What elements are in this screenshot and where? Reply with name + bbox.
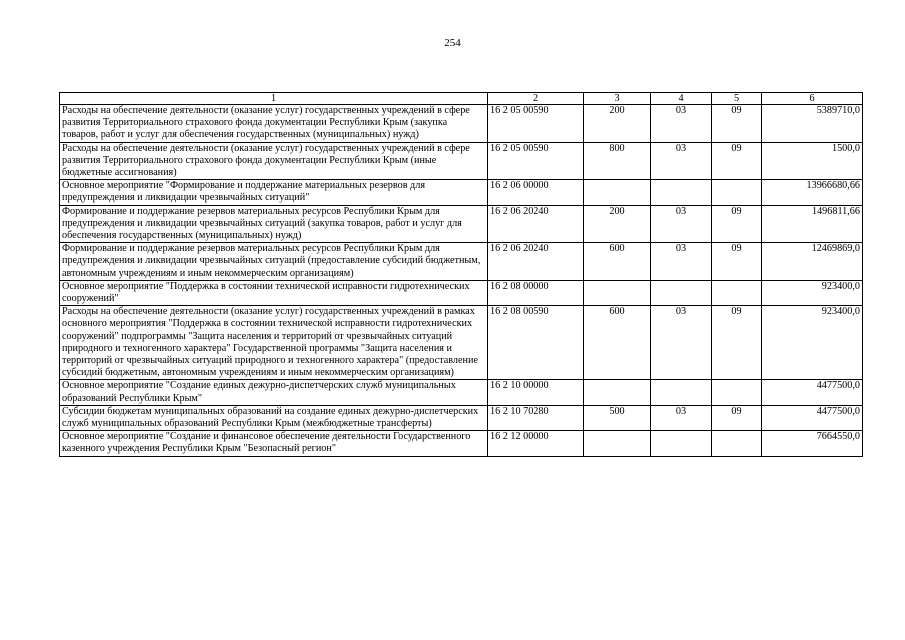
column-header: 5 xyxy=(712,93,762,105)
amount-cell: 1496811,66 xyxy=(762,205,863,243)
amount-cell: 4477500,0 xyxy=(762,380,863,405)
expense-type-cell: 600 xyxy=(584,306,651,380)
table-row xyxy=(60,142,863,180)
section-cell xyxy=(651,380,712,405)
section-cell: 03 xyxy=(651,142,712,180)
section-cell xyxy=(651,280,712,305)
subsection-cell xyxy=(712,431,762,456)
amount-cell: 4477500,0 xyxy=(762,405,863,430)
subsection-cell: 09 xyxy=(712,306,762,380)
section-cell: 03 xyxy=(651,105,712,143)
table-row xyxy=(60,306,863,380)
expense-type-cell xyxy=(584,280,651,305)
amount-cell: 923400,0 xyxy=(762,280,863,305)
table-row xyxy=(60,105,863,143)
subsection-cell xyxy=(712,380,762,405)
expense-name-cell: Основное мероприятие "Создание единых дежурно-диспетчерских служб муниципальных образований Республики Крым" xyxy=(60,380,488,405)
target-article-code-cell: 16 2 06 00000 xyxy=(488,180,584,205)
table-row xyxy=(60,405,863,430)
expense-type-cell: 200 xyxy=(584,205,651,243)
expense-type-cell: 800 xyxy=(584,142,651,180)
section-cell xyxy=(651,180,712,205)
subsection-cell: 09 xyxy=(712,205,762,243)
expense-name-cell: Расходы на обеспечение деятельности (оказание услуг) государственных учреждений в сфере развития Территориального страхового фонда документации Республики Крым (закупка товаров, работ и услуг для обеспечения государственных (муниципальных) нужд) xyxy=(60,105,488,143)
section-cell: 03 xyxy=(651,405,712,430)
subsection-cell: 09 xyxy=(712,405,762,430)
subsection-cell: 09 xyxy=(712,105,762,143)
column-header: 6 xyxy=(762,93,863,105)
page-number: 254 xyxy=(444,37,461,49)
section-cell xyxy=(651,431,712,456)
subsection-cell xyxy=(712,180,762,205)
expense-name-cell: Формирование и поддержание резервов материальных ресурсов Республики Крым для предупреждения и ликвидации чрезвычайных ситуаций (закупка товаров, работ и услуг для обеспечения государственных (муниципальных) нужд) xyxy=(60,205,488,243)
table-row xyxy=(60,431,863,456)
amount-cell: 7664550,0 xyxy=(762,431,863,456)
target-article-code-cell: 16 2 10 70280 xyxy=(488,405,584,430)
table-row xyxy=(60,205,863,243)
expense-name-cell: Формирование и поддержание резервов материальных ресурсов Республики Крым для предупреждения и ликвидации чрезвычайных ситуаций (предоставление субсидий бюджетным, автономным учреждениям и иным некоммерческим организациям) xyxy=(60,243,488,281)
expense-name-cell: Основное мероприятие "Создание и финансовое обеспечение деятельности Государственного казенного учреждения Республики Крым "Безопасный регион" xyxy=(60,431,488,456)
subsection-cell xyxy=(712,280,762,305)
expense-name-cell: Субсидии бюджетам муниципальных образований на создание единых дежурно-диспетчерских служб муниципальных образований Республики Крым (межбюджетные трансферты) xyxy=(60,405,488,430)
column-header: 1 xyxy=(60,93,488,105)
budget-table xyxy=(59,92,863,457)
target-article-code-cell: 16 2 12 00000 xyxy=(488,431,584,456)
table-row xyxy=(60,280,863,305)
target-article-code-cell: 16 2 05 00590 xyxy=(488,105,584,143)
amount-cell: 923400,0 xyxy=(762,306,863,380)
expense-name-cell: Расходы на обеспечение деятельности (оказание услуг) государственных учреждений в сфере развития Территориального страхового фонда документации Республики Крым (иные бюджетные ассигнования) xyxy=(60,142,488,180)
target-article-code-cell: 16 2 10 00000 xyxy=(488,380,584,405)
column-header: 3 xyxy=(584,93,651,105)
expense-type-cell xyxy=(584,180,651,205)
target-article-code-cell: 16 2 06 20240 xyxy=(488,205,584,243)
expense-name-cell: Расходы на обеспечение деятельности (оказание услуг) государственных учреждений в рамках основного мероприятия "Поддержка в состоянии технической исправности гидротехнических сооружений" подпрограммы "Защита населения и территорий от чрезвычайных ситуаций природного и техногенного характера" Государственной программы "Защита населения и территорий от чрезвычайных ситуаций природного и техногенного характера" (предоставление субсидий бюджетным, автономным учреждениям и иным некоммерческим организациям) xyxy=(60,306,488,380)
expense-type-cell: 200 xyxy=(584,105,651,143)
expense-name-cell: Основное мероприятие "Формирование и поддержание материальных резервов для предупреждения и ликвидации чрезвычайных ситуаций" xyxy=(60,180,488,205)
column-header: 4 xyxy=(651,93,712,105)
subsection-cell: 09 xyxy=(712,142,762,180)
target-article-code-cell: 16 2 05 00590 xyxy=(488,142,584,180)
amount-cell: 12469869,0 xyxy=(762,243,863,281)
expense-type-cell xyxy=(584,380,651,405)
expense-name-cell: Основное мероприятие "Поддержка в состоянии технической исправности гидротехнических сооружений" xyxy=(60,280,488,305)
target-article-code-cell: 16 2 06 20240 xyxy=(488,243,584,281)
table-row xyxy=(60,180,863,205)
target-article-code-cell: 16 2 08 00000 xyxy=(488,280,584,305)
table-row xyxy=(60,380,863,405)
expense-type-cell: 500 xyxy=(584,405,651,430)
expense-type-cell xyxy=(584,431,651,456)
section-cell: 03 xyxy=(651,205,712,243)
column-number-header-row xyxy=(60,93,863,105)
amount-cell: 1500,0 xyxy=(762,142,863,180)
expense-type-cell: 600 xyxy=(584,243,651,281)
target-article-code-cell: 16 2 08 00590 xyxy=(488,306,584,380)
amount-cell: 5389710,0 xyxy=(762,105,863,143)
column-header: 2 xyxy=(488,93,584,105)
subsection-cell: 09 xyxy=(712,243,762,281)
section-cell: 03 xyxy=(651,243,712,281)
amount-cell: 13966680,66 xyxy=(762,180,863,205)
table-row xyxy=(60,243,863,281)
section-cell: 03 xyxy=(651,306,712,380)
